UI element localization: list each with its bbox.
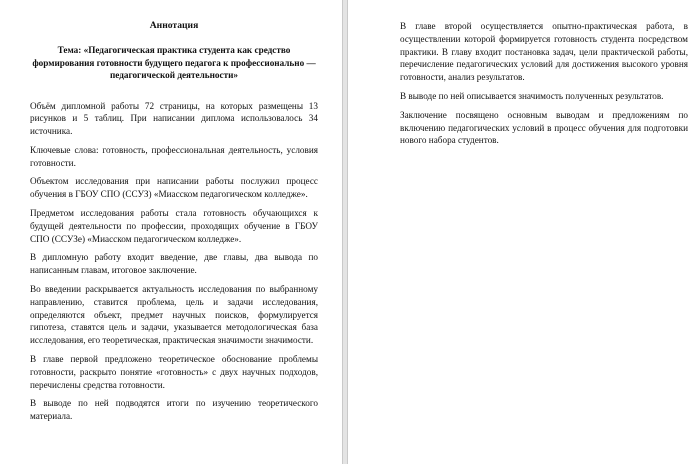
paragraph-chapter-two-conclusion: В выводе по ней описывается значимость полученных результатов.: [400, 90, 664, 101]
paragraph-chapter-one: В главе первой предложено теоретическое обоснование проблемы готовности, раскрыто понятие «готовность» с двух научных подходов, перечислены средства готовности.: [30, 354, 318, 390]
document-page-left: [0, 0, 342, 464]
paragraph-introduction: Во введении раскрывается актуальность исследования по выбранному направлению, ставится проблема, цель и задачи исследования, определяются объект, предмет научных поисков, формулируется гипотеза, ставятся цель и задачи, указывается методологическая база исследования, его теоретическая, практическая значимости значимости.: [30, 284, 318, 346]
paragraph-keywords: Ключевые слова: готовность, профессиональная деятельность, условия готовности.: [30, 144, 318, 168]
paragraph-chapter-two: В главе второй осуществляется опытно-практическая работа, в осуществлении которой формируется готовность студента посредством практики. В главу входит постановка задач, цели практической работы, перечисление педагогических условий для достижения высокого уровня готовности, анализ результатов.: [400, 21, 688, 83]
paragraph-object: Объектом исследования при написании работы послужил процесс обучения в ГБОУ СПО (ССУЗ) «Миасском педагогическом колледже».: [30, 176, 318, 200]
paragraph-structure: В дипломную работу входит введение, две главы, два вывода по написанным главам, итоговое заключение.: [30, 252, 318, 276]
document-page-right: [348, 0, 700, 464]
paragraph-subject: Предметом исследования работы стала готовность обучающихся к будущей деятельности по профессии, проходящих обучение в ГБОУ СПО (ССУЗе) «Миасском педагогическом колледже».: [30, 208, 318, 244]
thesis-topic: Тема: «Педагогическая практика студента как средство формирования готовности будущего педагога к профессионально — педагогической деятельности»: [32, 45, 316, 80]
page-left-content: [30, 20, 318, 429]
paragraph-volume: Объём дипломной работы 72 страницы, на которых размещены 13 рисунков и 5 таблиц. При написании диплома использовалось 34 источника.: [30, 100, 318, 137]
annotation-title: Аннотация: [149, 20, 199, 31]
paragraph-final-conclusion: Заключение посвящено основным выводам и предложениям по включению педагогических условий в процесс обучения для подготовки нового набора студентов.: [400, 109, 688, 146]
paragraph-chapter-one-conclusion: В выводе по ней подводятся итоги по изучению теоретического материала.: [30, 398, 318, 422]
page-right-content: [400, 20, 688, 153]
